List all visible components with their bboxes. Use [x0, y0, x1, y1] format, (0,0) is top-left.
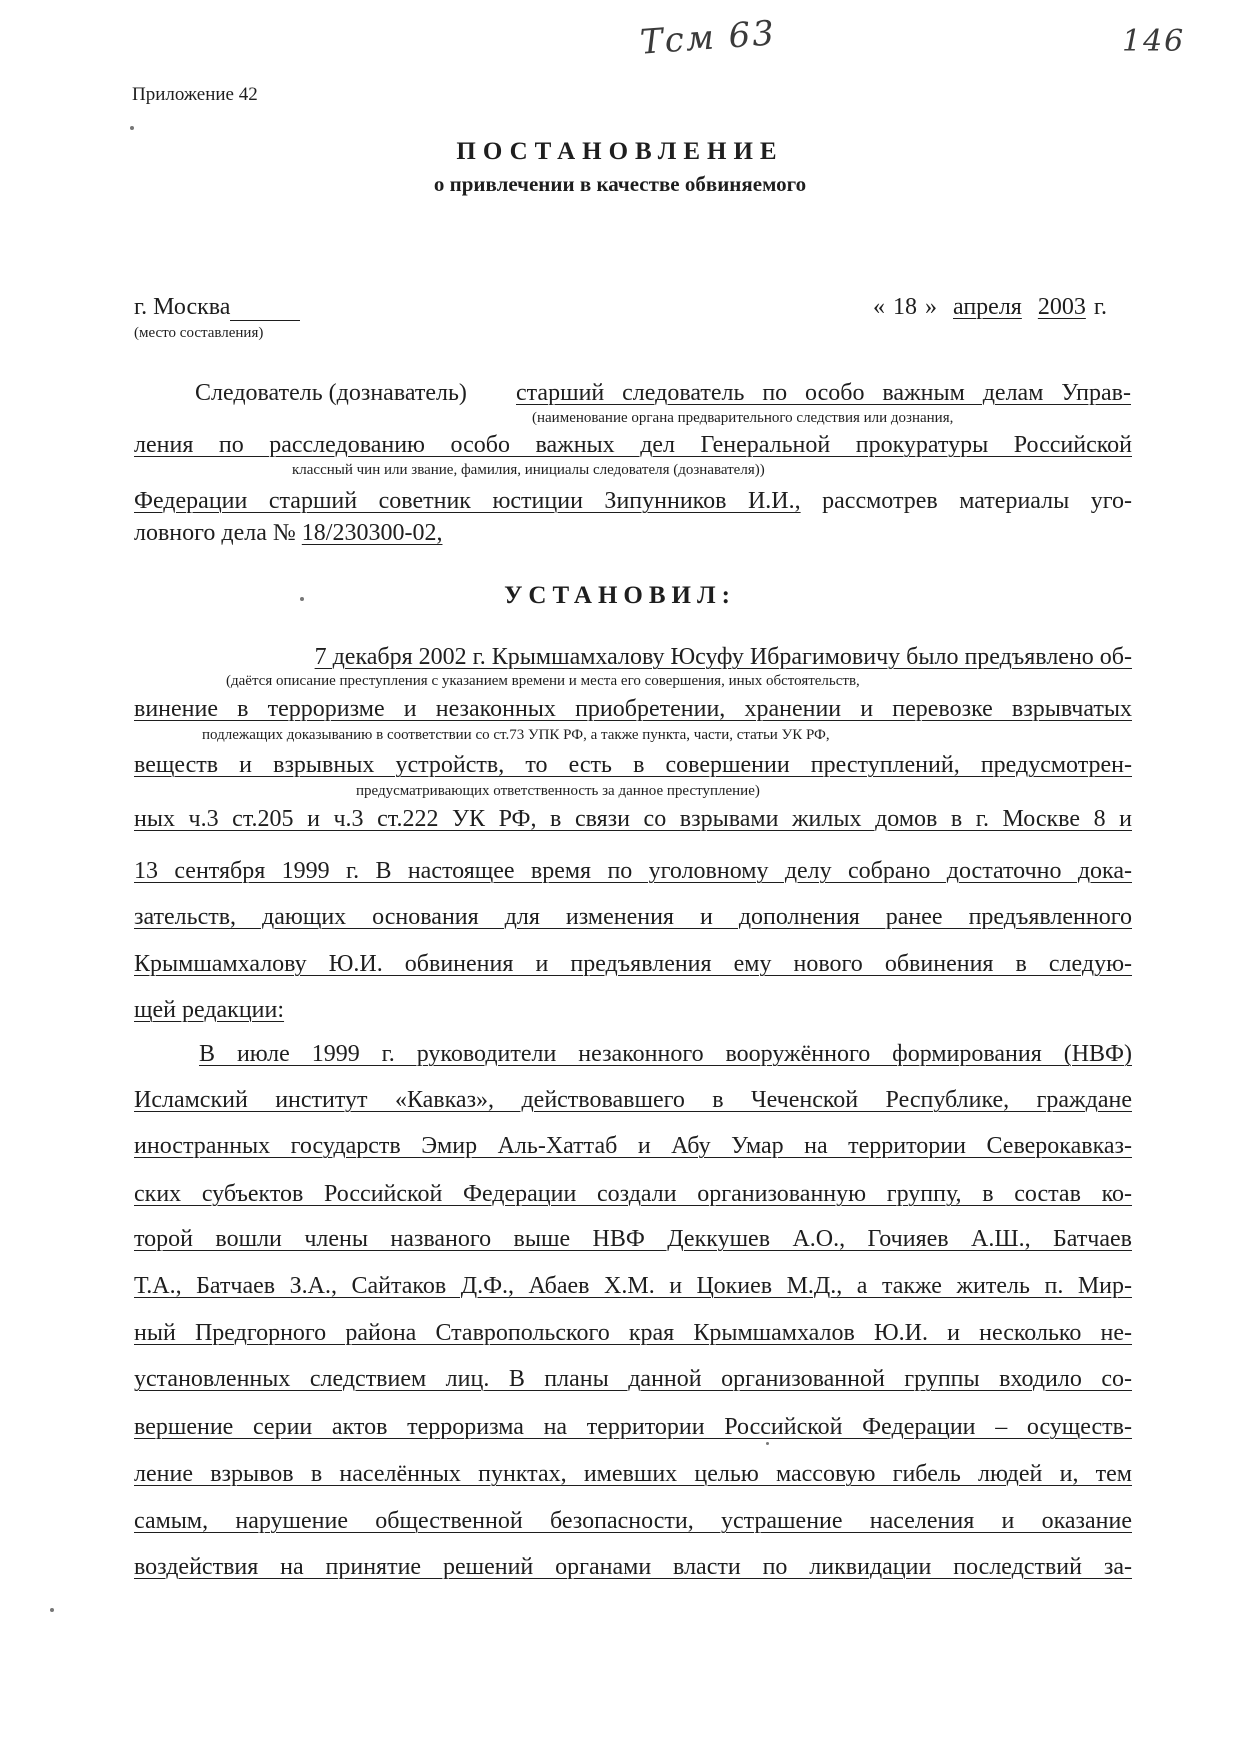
body-line: вершение серии актов терроризма на территории Российской Федерации – осуществ-	[134, 1414, 1132, 1440]
case-number: 18/230300-02,	[301, 520, 443, 546]
date-suffix: г.	[1093, 294, 1107, 320]
document-subtitle: о привлечении в качестве обвиняемого	[433, 172, 807, 196]
appendix-label: Приложение 42	[132, 84, 258, 105]
body-line: Крымшамхалову Ю.И. обвинения и предъявления ему нового обвинения в следую-	[134, 951, 1132, 977]
date-open-quote: «	[873, 294, 885, 320]
description-line-1: 7 декабря 2002 г. Крымшамхалову Юсуфу Ибрагимовичу было предъявлено об-	[314, 644, 1132, 670]
handwritten-page-number: 146	[1122, 24, 1186, 59]
scan-speck	[300, 597, 304, 601]
body-line: ных ч.3 ст.205 и ч.3 ст.222 УК РФ, в связи со взрывами жилых домов в г. Москве 8 и	[134, 806, 1132, 832]
body-line: торой вошли члены названого выше НВФ Деккушев А.О., Гочияев А.Ш., Батчаев	[134, 1226, 1132, 1252]
date-year: 2003	[1037, 294, 1086, 320]
case-line	[134, 520, 442, 547]
body-paragraph-start: В июле 1999 г. руководители незаконного вооружённого формирования (НВФ)	[199, 1041, 1132, 1067]
investigator-label: Следователь (дознаватель)	[195, 380, 467, 406]
investigator-caption-2: классный чин или звание, фамилия, инициалы следователя (дознавателя))	[292, 462, 765, 478]
investigator-line-3	[134, 488, 1132, 515]
place-city	[134, 294, 300, 321]
case-prefix: ловного дела №	[134, 520, 296, 546]
body-line: Исламский институт «Кавказ», действовавшего в Чеченской Республике, граждане	[134, 1087, 1132, 1113]
document-title: ПОСТАНОВЛЕНИЕ	[456, 138, 784, 165]
place-caption: (место составления)	[134, 325, 264, 341]
place-city-text: г. Москва	[134, 294, 231, 320]
body-line: зательств, дающих основания для изменения и дополнения ранее предъявленного	[134, 904, 1132, 930]
investigator-caption-1: (наименование органа предварительного следствия или дознания,	[532, 410, 954, 426]
body-line: 13 сентября 1999 г. В настоящее время по уголовному делу собрано достаточно дока-	[134, 858, 1132, 884]
body-line: ление взрывов в населённых пунктах, имевших целью массовую гибель людей и, тем	[134, 1461, 1132, 1487]
description-caption-2: подлежащих доказыванию в соответствии со ст.73 УПК РФ, а также пункта, части, статьи УК РФ,	[202, 727, 830, 743]
description-caption-3: предусматривающих ответственность за данное преступление)	[356, 783, 760, 799]
investigator-line-3-rest: рассмотрев материалы уго-	[822, 488, 1132, 514]
scan-speck	[130, 126, 134, 130]
body-line: иностранных государств Эмир Аль-Хаттаб и Абу Умар на территории Северокавказ-	[134, 1133, 1132, 1159]
place-blank-line	[230, 298, 300, 321]
scan-speck	[50, 1608, 54, 1612]
date-day: 18	[893, 294, 917, 320]
body-line: воздействия на принятие решений органами власти по ликвидации последствий за-	[134, 1554, 1132, 1580]
body-line: самым, нарушение общественной безопасности, устрашение населения и оказание	[134, 1508, 1132, 1534]
description-line-3: веществ и взрывных устройств, то есть в совершении преступлений, предусмотрен-	[134, 752, 1132, 778]
scan-speck	[766, 1442, 769, 1445]
body-line: Т.А., Батчаев З.А., Сайтаков Д.Ф., Абаев Х.М. и Цокиев М.Д., а также житель п. Мир-	[134, 1273, 1132, 1299]
established-heading: УСТАНОВИЛ:	[504, 582, 736, 609]
date-month: апреля	[953, 294, 1022, 320]
body-line: ских субъектов Российской Федерации создали организованную группу, в состав ко-	[134, 1181, 1132, 1207]
investigator-name: Федерации старший советник юстиции Зипунников И.И.,	[134, 488, 801, 514]
investigator-line-2: ления по расследованию особо важных дел Генеральной прокуратуры Российской	[134, 432, 1132, 458]
body-line: ный Предгорного района Ставропольского края Крымшамхалов Ю.И. и несколько не-	[134, 1320, 1132, 1346]
body-line: установленных следствием лиц. В планы данной организованной группы входило со-	[134, 1366, 1132, 1392]
body-line: щей редакции:	[134, 997, 285, 1023]
investigator-line-1: старший следователь по особо важным делам Управ-	[516, 380, 1131, 406]
document-date	[873, 294, 1107, 321]
description-line-2: винение в терроризме и незаконных приобретении, хранении и перевозке взрывчатых	[134, 696, 1132, 722]
description-caption-1: (даётся описание преступления с указанием времени и места его совершения, иных обстоятельств,	[226, 673, 860, 689]
handwritten-note: Тсм 63	[638, 13, 778, 63]
date-close-quote: »	[925, 294, 937, 320]
